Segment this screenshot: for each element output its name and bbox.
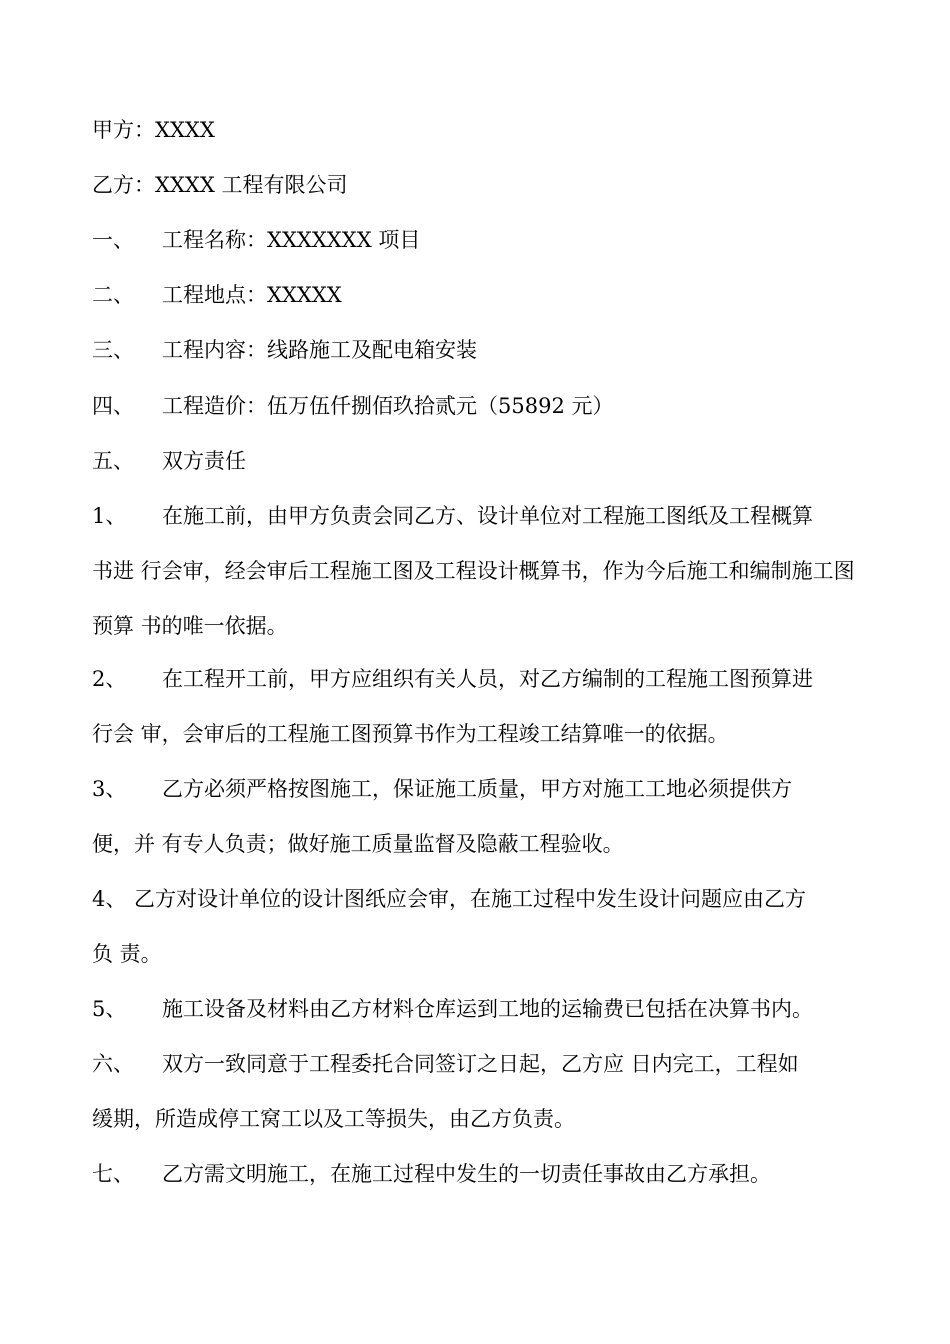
- clause-text: 在施工前，由甲方负责会同乙方、设计单位对工程施工图纸及工程概算: [162, 504, 813, 528]
- item-number: 五、: [92, 449, 134, 473]
- item-text: 工程内容：线路施工及配电箱安装: [162, 338, 477, 362]
- section-text: 双方一致同意于工程委托合同签订之日起，乙方应 日内完工，工程如: [162, 1052, 799, 1076]
- item-text: 工程地点：XXXXX: [162, 283, 342, 307]
- clause-number: 1、: [92, 504, 127, 528]
- clause-4-line-1: [92, 887, 806, 911]
- clause-3-line-2: 便，并 有专人负责；做好施工质量监督及隐蔽工程验收。: [92, 832, 624, 856]
- item-number: 二、: [92, 283, 134, 307]
- item-text: 工程造价：伍万伍仟捌佰玖拾贰元（55892 元）: [162, 394, 614, 418]
- clause-4-line-2: 负 责。: [92, 942, 162, 966]
- item-number: 三、: [92, 338, 134, 362]
- clause-5-line-1: [92, 997, 813, 1021]
- party-a: 甲方：XXXX: [92, 118, 215, 142]
- section-6-line-1: [92, 1052, 799, 1076]
- item-project-cost: [92, 394, 613, 418]
- clause-3-line-1: [92, 777, 792, 801]
- clause-number: 4、: [92, 887, 127, 911]
- section-6-line-2: 缓期，所造成停工窝工以及工等损失，由乙方负责。: [92, 1107, 575, 1131]
- item-project-location: [92, 283, 342, 307]
- clause-1-line-1: [92, 504, 813, 528]
- clause-1-line-3: 预算 书的唯一依据。: [92, 614, 288, 638]
- item-text: 工程名称：XXXXXXX 项目: [162, 228, 421, 252]
- section-number: 七、: [92, 1162, 134, 1186]
- clause-text: 施工设备及材料由乙方材料仓库运到工地的运输费已包括在决算书内。: [162, 997, 813, 1021]
- item-text: 双方责任: [162, 449, 246, 473]
- clause-text: 乙方对设计单位的设计图纸应会审，在施工过程中发生设计问题应由乙方: [134, 887, 806, 911]
- section-text: 乙方需文明施工，在施工过程中发生的一切责任事故由乙方承担。: [162, 1162, 771, 1186]
- clause-text: 在工程开工前，甲方应组织有关人员，对乙方编制的工程施工图预算进: [162, 667, 813, 691]
- clause-2-line-1: [92, 667, 813, 691]
- clause-text: 乙方必须严格按图施工，保证施工质量，甲方对施工工地必须提供方: [162, 777, 792, 801]
- item-number: 四、: [92, 394, 134, 418]
- section-number: 六、: [92, 1052, 134, 1076]
- clause-number: 3、: [92, 777, 127, 801]
- clause-number: 2、: [92, 667, 127, 691]
- party-b: 乙方：XXXX 工程有限公司: [92, 173, 348, 197]
- item-number: 一、: [92, 228, 134, 252]
- item-project-content: [92, 338, 477, 362]
- clause-2-line-2: 行会 审，会审后的工程施工图预算书作为工程竣工结算唯一的依据。: [92, 722, 729, 746]
- clause-1-line-2: 书进 行会审，经会审后工程施工图及工程设计概算书，作为今后施工和编制施工图: [92, 559, 855, 583]
- clause-number: 5、: [92, 997, 127, 1021]
- item-responsibilities: [92, 449, 246, 473]
- section-7-line-1: [92, 1162, 771, 1186]
- item-project-name: [92, 228, 420, 252]
